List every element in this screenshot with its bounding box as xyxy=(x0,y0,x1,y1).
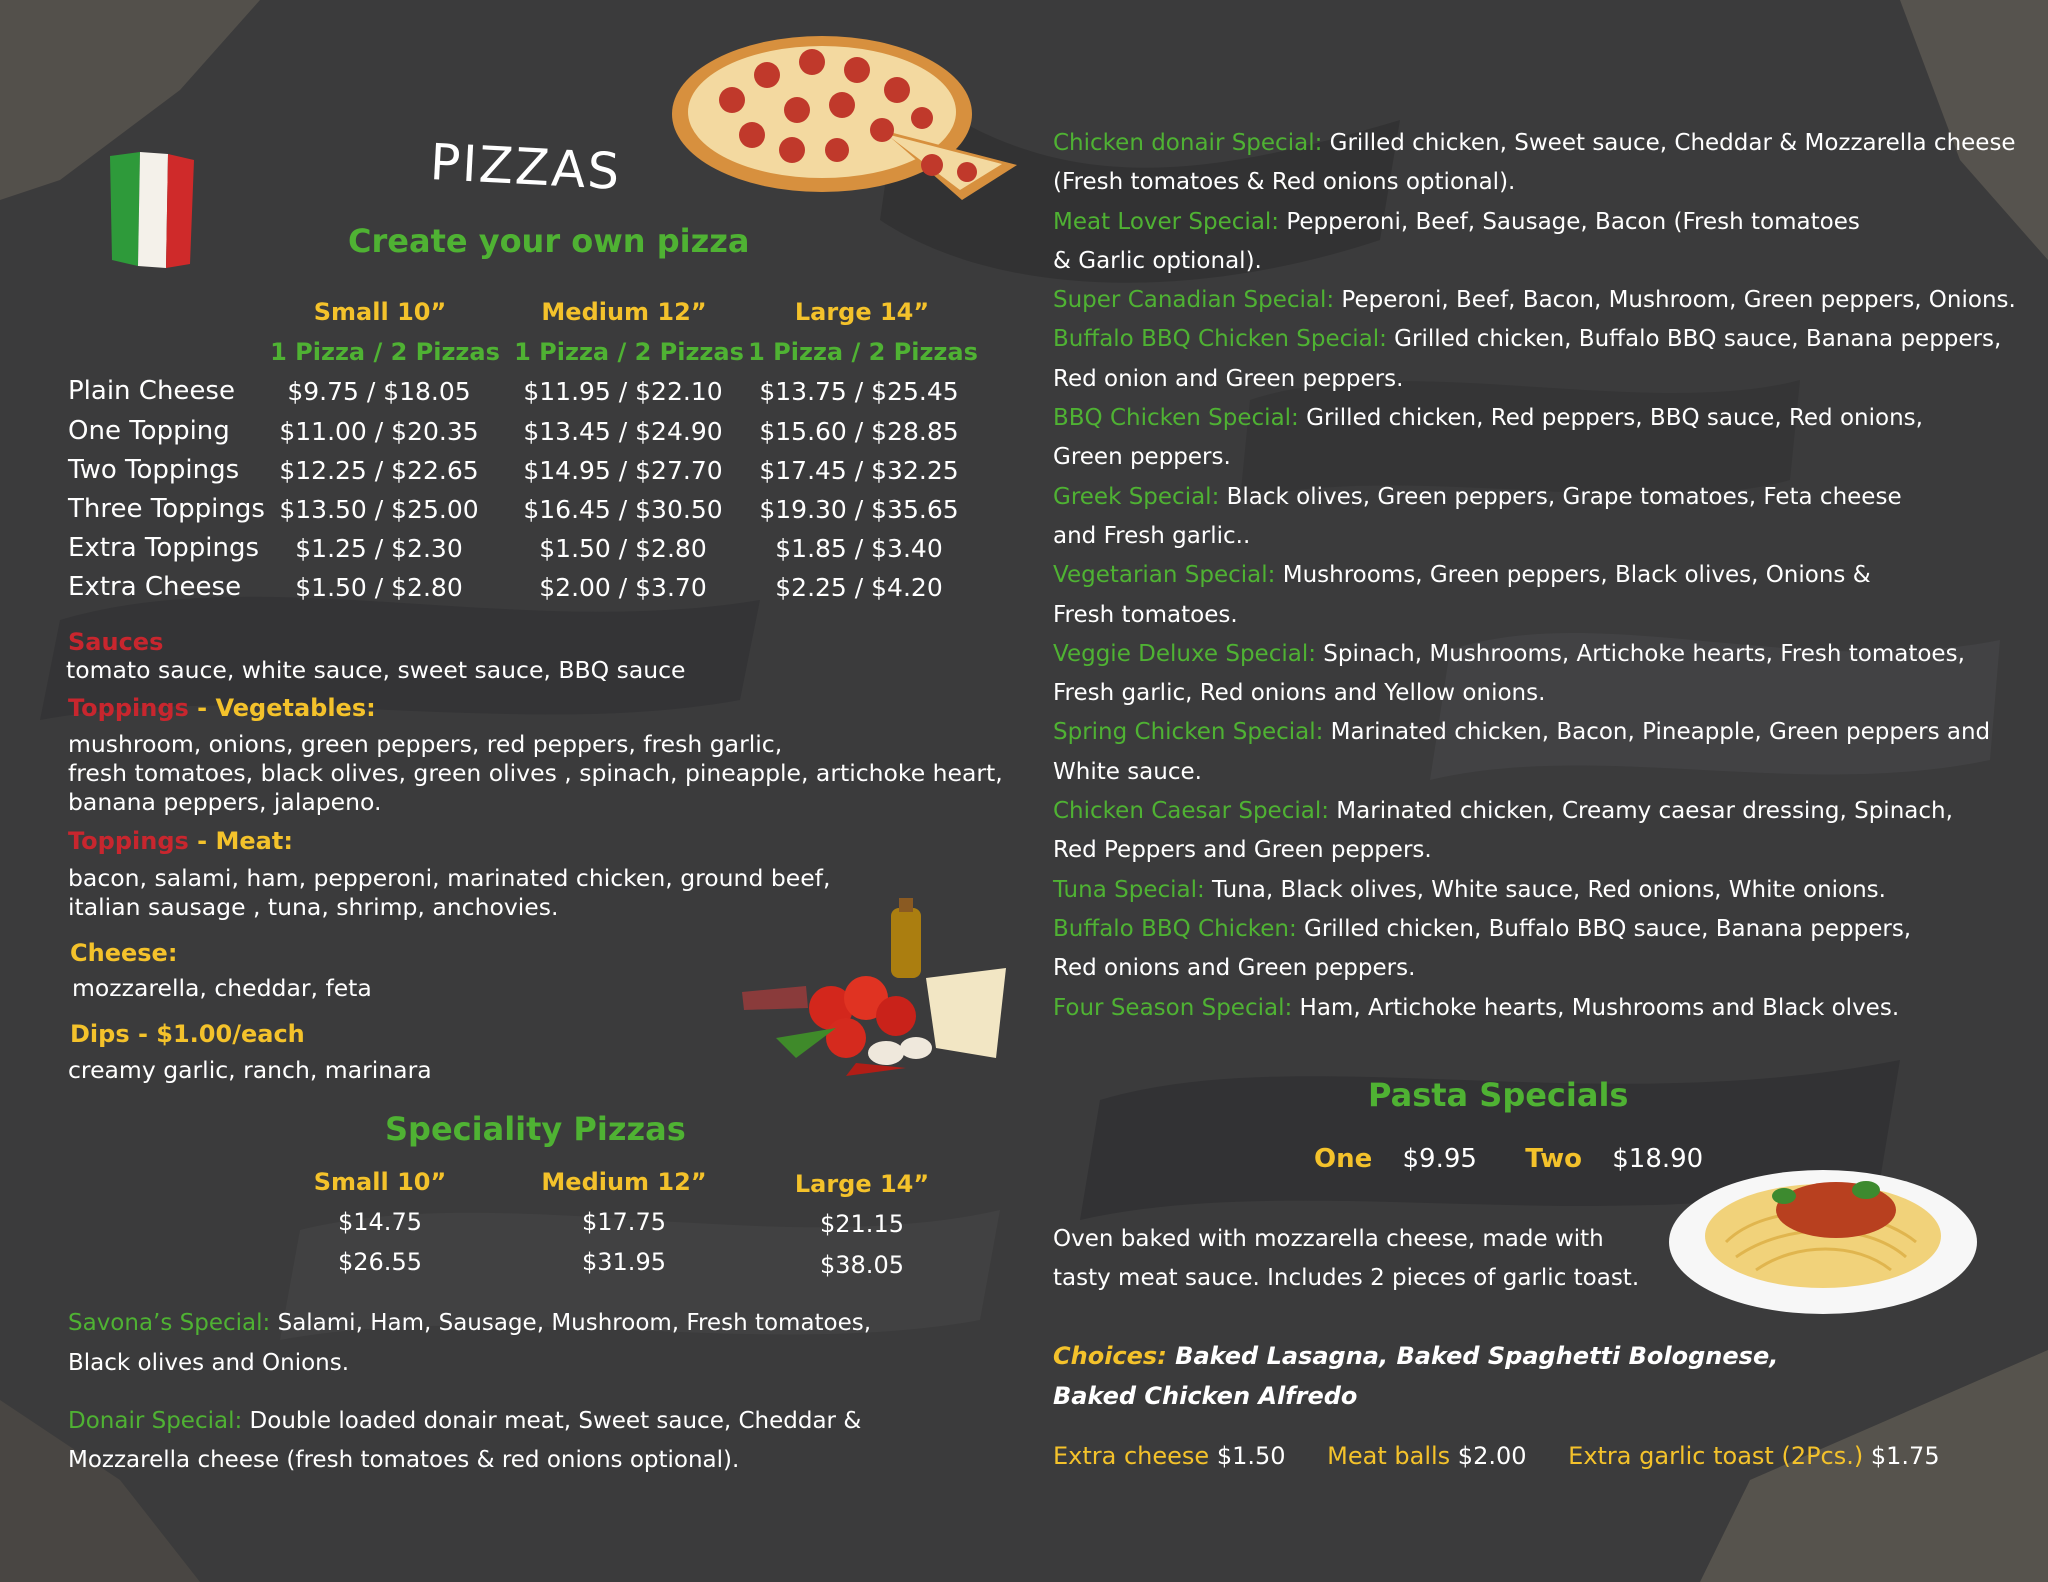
special-desc-cont: (Fresh tomatoes & Red onions optional). xyxy=(1053,169,1516,196)
list-item xyxy=(1053,989,2016,1028)
pasta-two-price: $18.90 xyxy=(1612,1144,1704,1174)
vegetables-line: fresh tomatoes, black olives, green olives , spinach, pineapple, artichoke heart, xyxy=(68,759,1003,787)
price-cell: $12.25 / $22.65 xyxy=(279,456,479,485)
toppings-label: Toppings xyxy=(68,827,189,855)
list-item xyxy=(1053,281,2016,320)
special-desc: Ham, Artichoke hearts, Mushrooms and Black olves. xyxy=(1292,994,1900,1021)
list-item xyxy=(1053,635,2016,674)
list-item xyxy=(1053,713,2016,752)
pasta-extras xyxy=(1053,1442,1940,1470)
extra-price: $1.75 xyxy=(1863,1442,1940,1470)
special-desc: Black olives, Green peppers, Grape tomatoes, Feta cheese xyxy=(1219,483,1902,510)
cheese-list: mozzarella, cheddar, feta xyxy=(72,974,372,1002)
price-cell: $1.85 / $3.40 xyxy=(775,534,943,563)
special-desc-cont: Red Peppers and Green peppers. xyxy=(1053,837,1432,864)
list-item xyxy=(68,1408,861,1434)
meat-line: italian sausage , tuna, shrimp, anchovies. xyxy=(68,893,559,921)
special-desc-cont: Green peppers. xyxy=(1053,444,1231,471)
vegetables-label: - Vegetables: xyxy=(188,694,376,722)
list-item xyxy=(1053,124,2016,163)
price-cell: $13.50 / $25.00 xyxy=(279,495,479,524)
list-item xyxy=(68,1310,871,1336)
row-label: Plain Cheese xyxy=(68,376,235,406)
special-name: Savona’s Special: xyxy=(68,1310,271,1336)
special-desc-cont: Mozzarella cheese (fresh tomatoes & red onions optional). xyxy=(68,1447,740,1473)
special-name: Chicken donair Special: xyxy=(1053,130,1323,156)
spec-price-cell: $38.05 xyxy=(820,1251,904,1279)
special-desc: Double loaded donair meat, Sweet sauce, Cheddar & xyxy=(242,1408,862,1434)
count-medium-header: 1 Pizza / 2 Pizzas xyxy=(514,338,744,366)
extra-label: Extra garlic toast (2Pcs.) xyxy=(1568,1442,1864,1470)
size-medium-header: Medium 12” xyxy=(541,298,707,326)
spec-size-large: Large 14” xyxy=(794,1170,930,1198)
row-label: Three Toppings xyxy=(68,494,265,524)
list-item xyxy=(1053,399,2016,438)
list-item xyxy=(1053,910,2016,949)
list-item xyxy=(1568,1442,1939,1470)
price-cell: $9.75 / $18.05 xyxy=(287,377,471,406)
spec-price-cell: $21.15 xyxy=(820,1210,904,1238)
special-desc: Grilled chicken, Buffalo BBQ sauce, Banana peppers, xyxy=(1386,326,2002,353)
cheese-heading: Cheese: xyxy=(70,939,178,967)
price-cell: $11.95 / $22.10 xyxy=(523,377,723,406)
list-item xyxy=(1327,1442,1526,1470)
special-desc-cont: Fresh tomatoes. xyxy=(1053,601,1238,628)
pasta-specials-heading: Pasta Specials xyxy=(1368,1076,1629,1114)
vegetables-line: banana peppers, jalapeno. xyxy=(68,788,382,816)
row-label: One Topping xyxy=(68,416,230,446)
speciality-pizzas-heading: Speciality Pizzas xyxy=(385,1110,686,1148)
list-item xyxy=(1053,203,2016,242)
special-desc-cont: and Fresh garlic.. xyxy=(1053,522,1251,549)
create-own-pizza-heading: Create your own pizza xyxy=(348,222,750,260)
size-large-header: Large 14” xyxy=(794,298,930,326)
spaghetti-plate-image xyxy=(1666,1162,1980,1318)
toppings-label: Toppings xyxy=(68,694,189,722)
row-label: Two Toppings xyxy=(68,455,240,485)
spec-size-medium: Medium 12” xyxy=(541,1168,707,1196)
price-cell: $11.00 / $20.35 xyxy=(279,417,479,446)
special-desc: Pepperoni, Beef, Sausage, Bacon (Fresh tomatoes xyxy=(1279,208,1860,235)
price-cell: $17.45 / $32.25 xyxy=(759,456,959,485)
spec-price-cell: $17.75 xyxy=(582,1208,666,1236)
price-cell: $14.95 / $27.70 xyxy=(523,456,723,485)
price-cell: $15.60 / $28.85 xyxy=(759,417,959,446)
dips-list: creamy garlic, ranch, marinara xyxy=(68,1056,432,1084)
special-name: Spring Chicken Special: xyxy=(1053,719,1324,746)
pizza-image xyxy=(672,30,1024,202)
italian-flag-icon xyxy=(104,148,198,270)
spec-price-cell: $31.95 xyxy=(582,1248,666,1276)
special-desc-cont: Red onion and Green peppers. xyxy=(1053,365,1404,392)
special-desc-cont: & Garlic optional). xyxy=(1053,247,1262,274)
special-desc: Grilled chicken, Sweet sauce, Cheddar & Mozzarella cheese xyxy=(1322,130,2016,156)
price-cell: $13.75 / $25.45 xyxy=(759,377,959,406)
special-name: BBQ Chicken Special: xyxy=(1053,405,1299,432)
special-desc: Marinated chicken, Creamy caesar dressing, Spinach, xyxy=(1328,798,1953,825)
dips-heading: Dips - $1.00/each xyxy=(70,1020,305,1048)
special-desc-cont: Red onions and Green peppers. xyxy=(1053,955,1416,982)
pasta-one-label: One xyxy=(1314,1144,1373,1174)
choices-label: Choices: xyxy=(1053,1342,1167,1370)
special-name: Buffalo BBQ Chicken Special: xyxy=(1053,326,1387,353)
spec-price-cell: $26.55 xyxy=(338,1248,422,1276)
list-item xyxy=(1053,556,2016,595)
special-name: Chicken Caesar Special: xyxy=(1053,798,1329,825)
pasta-choices xyxy=(1053,1342,1778,1370)
extra-label: Meat balls xyxy=(1327,1442,1451,1470)
list-item xyxy=(1053,792,2016,831)
row-label: Extra Toppings xyxy=(68,533,260,563)
special-desc: Tuna, Black olives, White sauce, Red onions, White onions. xyxy=(1204,876,1886,903)
pasta-two-label: Two xyxy=(1525,1144,1582,1174)
extra-label: Extra cheese xyxy=(1053,1442,1210,1470)
toppings-meat-heading xyxy=(68,827,293,855)
pasta-desc-line: Oven baked with mozzarella cheese, made with xyxy=(1053,1226,1604,1252)
list-item xyxy=(1053,478,2016,517)
pasta-desc-line: tasty meat sauce. Includes 2 pieces of garlic toast. xyxy=(1053,1265,1640,1291)
pasta-prices xyxy=(1314,1144,1703,1174)
meat-line: bacon, salami, ham, pepperoni, marinated chicken, ground beef, xyxy=(68,864,831,892)
spec-price-cell: $14.75 xyxy=(338,1208,422,1236)
price-cell: $16.45 / $30.50 xyxy=(523,495,723,524)
price-cell: $1.50 / $2.80 xyxy=(295,573,463,602)
size-small-header: Small 10” xyxy=(313,298,447,326)
special-name: Greek Special: xyxy=(1053,483,1220,510)
sauces-list: tomato sauce, white sauce, sweet sauce, BBQ sauce xyxy=(66,656,686,684)
page-title: PIZZAS xyxy=(428,133,623,201)
row-label: Extra Cheese xyxy=(68,572,242,602)
special-desc: Mushrooms, Green peppers, Black olives, Onions & xyxy=(1275,562,1871,589)
special-name: Buffalo BBQ Chicken: xyxy=(1053,915,1297,942)
special-name: Super Canadian Special: xyxy=(1053,287,1335,314)
special-desc: Spinach, Mushrooms, Artichoke hearts, Fresh tomatoes, xyxy=(1315,640,1965,667)
choices-line: Baked Lasagna, Baked Spaghetti Bolognese, xyxy=(1166,1342,1779,1370)
special-desc: Peperoni, Beef, Bacon, Mushroom, Green peppers, Onions. xyxy=(1334,287,2016,314)
list-item xyxy=(1053,1442,1286,1470)
count-large-header: 1 Pizza / 2 Pizzas xyxy=(748,338,978,366)
list-item xyxy=(1053,320,2016,359)
special-name: Vegetarian Special: xyxy=(1053,562,1276,589)
special-name: Veggie Deluxe Special: xyxy=(1053,640,1316,667)
special-name: Donair Special: xyxy=(68,1408,243,1434)
price-cell: $2.25 / $4.20 xyxy=(775,573,943,602)
special-desc: Grilled chicken, Buffalo BBQ sauce, Banana peppers, xyxy=(1296,915,1912,942)
spec-size-small: Small 10” xyxy=(313,1168,447,1196)
special-desc: Grilled chicken, Red peppers, BBQ sauce, Red onions, xyxy=(1298,405,1923,432)
special-name: Tuna Special: xyxy=(1053,876,1205,903)
ingredients-image xyxy=(736,898,1016,1078)
special-name: Four Season Special: xyxy=(1053,994,1293,1021)
special-desc: Marinated chicken, Bacon, Pineapple, Green peppers and xyxy=(1323,719,1991,746)
vegetables-line: mushroom, onions, green peppers, red peppers, fresh garlic, xyxy=(68,730,783,758)
special-desc-cont: White sauce. xyxy=(1053,758,1202,785)
special-desc-cont: Fresh garlic, Red onions and Yellow onions. xyxy=(1053,680,1546,707)
special-desc: Salami, Ham, Sausage, Mushroom, Fresh tomatoes, xyxy=(270,1310,872,1336)
extra-price: $2.00 xyxy=(1450,1442,1527,1470)
meat-label: - Meat: xyxy=(188,827,293,855)
pasta-one-price: $9.95 xyxy=(1402,1144,1477,1174)
toppings-vegetables-heading xyxy=(68,694,376,722)
choices-line-2: Baked Chicken Alfredo xyxy=(1053,1382,1358,1410)
price-cell: $1.50 / $2.80 xyxy=(539,534,707,563)
special-desc-cont: Black olives and Onions. xyxy=(68,1350,350,1376)
list-item xyxy=(1053,871,2016,910)
special-name: Meat Lover Special: xyxy=(1053,208,1280,235)
price-cell: $2.00 / $3.70 xyxy=(539,573,707,602)
price-cell: $19.30 / $35.65 xyxy=(759,495,959,524)
count-small-header: 1 Pizza / 2 Pizzas xyxy=(270,338,500,366)
price-cell: $1.25 / $2.30 xyxy=(295,534,463,563)
sauces-heading: Sauces xyxy=(68,628,164,656)
extra-price: $1.50 xyxy=(1209,1442,1286,1470)
price-cell: $13.45 / $24.90 xyxy=(523,417,723,446)
right-specials-list xyxy=(1053,124,2016,1028)
